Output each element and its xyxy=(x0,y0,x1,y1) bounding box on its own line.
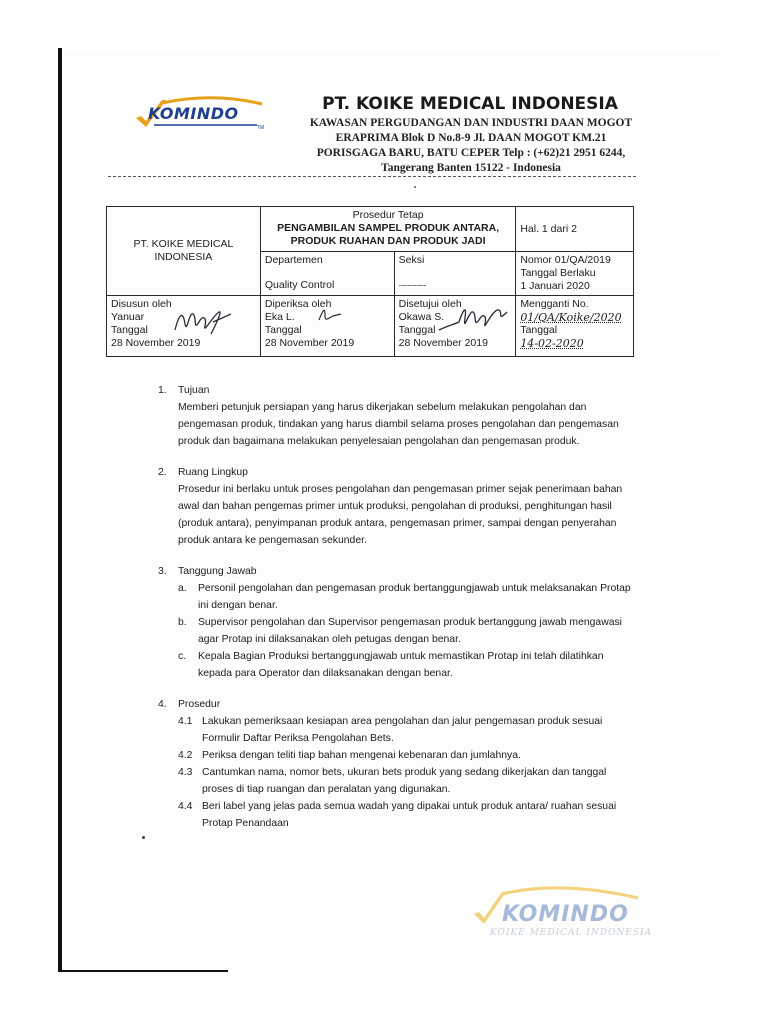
logo-trademark: TM xyxy=(256,125,264,131)
number-label: Nomor xyxy=(520,254,552,266)
footer-logo-text: KOMINDO xyxy=(502,902,629,927)
section-label: Seksi xyxy=(398,254,425,266)
number-value: 01/QA/2019 xyxy=(554,254,611,266)
replaces-date-label: Tanggal xyxy=(520,324,558,336)
replaces-label: Mengganti No. xyxy=(520,298,589,310)
company-cell-text: PT. KOIKE MEDICAL INDONESIA xyxy=(133,238,234,263)
number-row xyxy=(520,254,629,267)
section-number: 2. xyxy=(158,467,167,478)
prepared-by-cell xyxy=(107,296,261,357)
list-marker: 4.3 xyxy=(178,767,193,778)
section-cell xyxy=(394,252,516,296)
footer-logo-subtitle: KOIKE MEDICAL INDONESIA xyxy=(490,928,653,938)
signature-eka-icon xyxy=(315,304,345,326)
section-title: Prosedur xyxy=(178,699,221,710)
prepared-date-label: Tanggal xyxy=(111,324,148,336)
list-text: Supervisor pengolahan dan Supervisor pengemasan produk bertanggung jawab mengawasi agar Protap ini dilaksanakan oleh petugas dengan benar. xyxy=(198,617,622,645)
list-item xyxy=(158,747,638,764)
page-info-cell xyxy=(516,207,634,252)
company-cell xyxy=(107,207,261,296)
department-value: Quality Control xyxy=(264,279,335,291)
section-title: Tujuan xyxy=(178,385,210,396)
approved-by-cell xyxy=(394,296,516,357)
komindo-logo xyxy=(132,94,272,134)
section-heading xyxy=(158,464,638,481)
list-text: Lakukan pemeriksaan kesiapan area pengolahan dan jalur pengemasan produk sesuai Formulir Daftar Periksa Pengolahan Bets. xyxy=(202,716,603,744)
checked-date-label: Tanggal xyxy=(264,324,302,336)
signature-okawa-icon xyxy=(437,300,513,340)
scan-speck xyxy=(142,836,145,839)
approved-date-label: Tanggal xyxy=(398,324,436,336)
prepared-label: Disusun oleh xyxy=(111,298,172,310)
list-marker: 4.2 xyxy=(178,750,193,761)
header-divider xyxy=(108,176,636,177)
replaces-cell xyxy=(516,296,634,357)
procedure-title-line2: PRODUK RUAHAN DAN PRODUK JADI xyxy=(290,235,486,247)
list-marker: a. xyxy=(178,583,187,594)
replaces-date: 14-02-2020 xyxy=(520,337,584,350)
section-heading xyxy=(158,696,638,713)
section-paragraph: Memberi petunjuk persiapan yang harus dikerjakan sebelum melakukan pengolahan dan pengemasan produk, tindakan yang harus diambil selama proses pengolahan dan pengemasan produk dan bagaimana melakukan penyelesaian pengolahan dan pengemasan produk. xyxy=(178,402,619,447)
prepared-date: 28 November 2019 xyxy=(111,337,201,349)
checked-label: Diperiksa oleh xyxy=(264,298,332,310)
effective-value: 1 Januari 2020 xyxy=(520,280,590,292)
list-marker: b. xyxy=(178,617,187,628)
list-marker: 4.1 xyxy=(178,716,193,727)
checked-by-cell xyxy=(260,296,394,357)
checked-name: Eka L. xyxy=(264,311,295,323)
company-address xyxy=(286,116,656,176)
address-line: Tangerang Banten 15122 - Indonesia xyxy=(381,162,561,174)
procedure-label: Prosedur Tetap xyxy=(352,209,424,221)
list-text: Cantumkan nama, nomor bets, ukuran bets produk yang sedang dikerjakan dan tanggal proses di tiap ruangan dan peralatan yang digunakan. xyxy=(202,767,607,795)
procedure-title-line1: PENGAMBILAN SAMPEL PRODUK ANTARA, xyxy=(277,222,500,234)
list-text: Personil pengolahan dan pengemasan produk bertanggungjawab untuk melaksanakan Protap ini dengan benar. xyxy=(198,583,631,611)
list-item xyxy=(158,713,638,747)
list-marker: c. xyxy=(178,651,187,662)
address-line: ERAPRIMA Blok D No.8-9 Jl. DAAN MOGOT KM.21 xyxy=(335,132,607,144)
section-responsibility xyxy=(158,563,638,682)
section-value: ...................... xyxy=(398,279,426,288)
scan-speck xyxy=(414,186,416,188)
section-title: Tanggung Jawab xyxy=(178,566,257,577)
section-title: Ruang Lingkup xyxy=(178,467,248,478)
signature-yanuar-icon xyxy=(173,304,233,340)
list-item xyxy=(158,580,638,614)
section-purpose xyxy=(158,382,638,450)
footer-watermark-logo xyxy=(460,880,653,940)
list-item xyxy=(158,648,638,682)
checked-date: 28 November 2019 xyxy=(264,337,355,349)
page-info: Hal. 1 dari 2 xyxy=(520,222,577,235)
document-body xyxy=(158,382,638,846)
number-cell xyxy=(516,252,634,296)
address-line: KAWASAN PERGUDANGAN DAN INDUSTRI DAAN MOGOT xyxy=(309,117,633,129)
logo-text: KOMINDO xyxy=(148,104,239,123)
section-number: 3. xyxy=(158,566,167,577)
list-text: Beri label yang jelas pada semua wadah yang dipakai untuk produk antara/ ruahan sesuai Protap Penandaan xyxy=(202,801,617,829)
section-scope xyxy=(158,464,638,549)
procedure-title-cell xyxy=(260,207,515,252)
section-paragraph: Prosedur ini berlaku untuk proses pengolahan dan pengemasan primer sejak penerimaan bahan awal dan bahan pengemas primer untuk produksi, pengolahan di produksi, penghitungan hasil (produk antara), penyimpanan produk antara, pengemasan primer, sampai dengan penyerahan produk antara ke pengemasan sekunder. xyxy=(178,484,623,546)
list-item xyxy=(158,798,638,832)
effective-label: Tanggal Berlaku xyxy=(520,267,596,279)
section-procedure xyxy=(158,696,638,832)
replaces-value: 01/QA/Koike/2020 xyxy=(520,311,622,324)
section-number: 1. xyxy=(158,385,167,396)
list-marker: 4.4 xyxy=(178,801,193,812)
address-line: PORISGAGA BARU, BATU CEPER Telp : (+62)21 2951 6244, xyxy=(316,147,626,159)
section-heading xyxy=(158,563,638,580)
department-cell xyxy=(260,252,394,296)
approved-label: Disetujui oleh xyxy=(398,298,462,310)
prepared-name: Yanuar xyxy=(111,311,145,323)
list-item xyxy=(158,764,638,798)
section-heading xyxy=(158,382,638,399)
company-name: PT. KOIKE MEDICAL INDONESIA xyxy=(322,94,618,114)
list-text: Periksa dengan teliti tiap bahan mengenai kebenaran dan jumlahnya. xyxy=(202,750,521,761)
department-label: Departemen xyxy=(264,254,323,266)
list-item xyxy=(158,614,638,648)
document-control-table xyxy=(106,206,634,357)
list-text: Kepala Bagian Produksi bertanggungjawab untuk memastikan Protap ini telah dilatihkan kepada para Operator dan dilaksanakan dengan benar. xyxy=(198,651,604,679)
approved-date: 28 November 2019 xyxy=(398,337,488,349)
section-number: 4. xyxy=(158,699,167,710)
approved-name: Okawa S. xyxy=(398,311,445,323)
